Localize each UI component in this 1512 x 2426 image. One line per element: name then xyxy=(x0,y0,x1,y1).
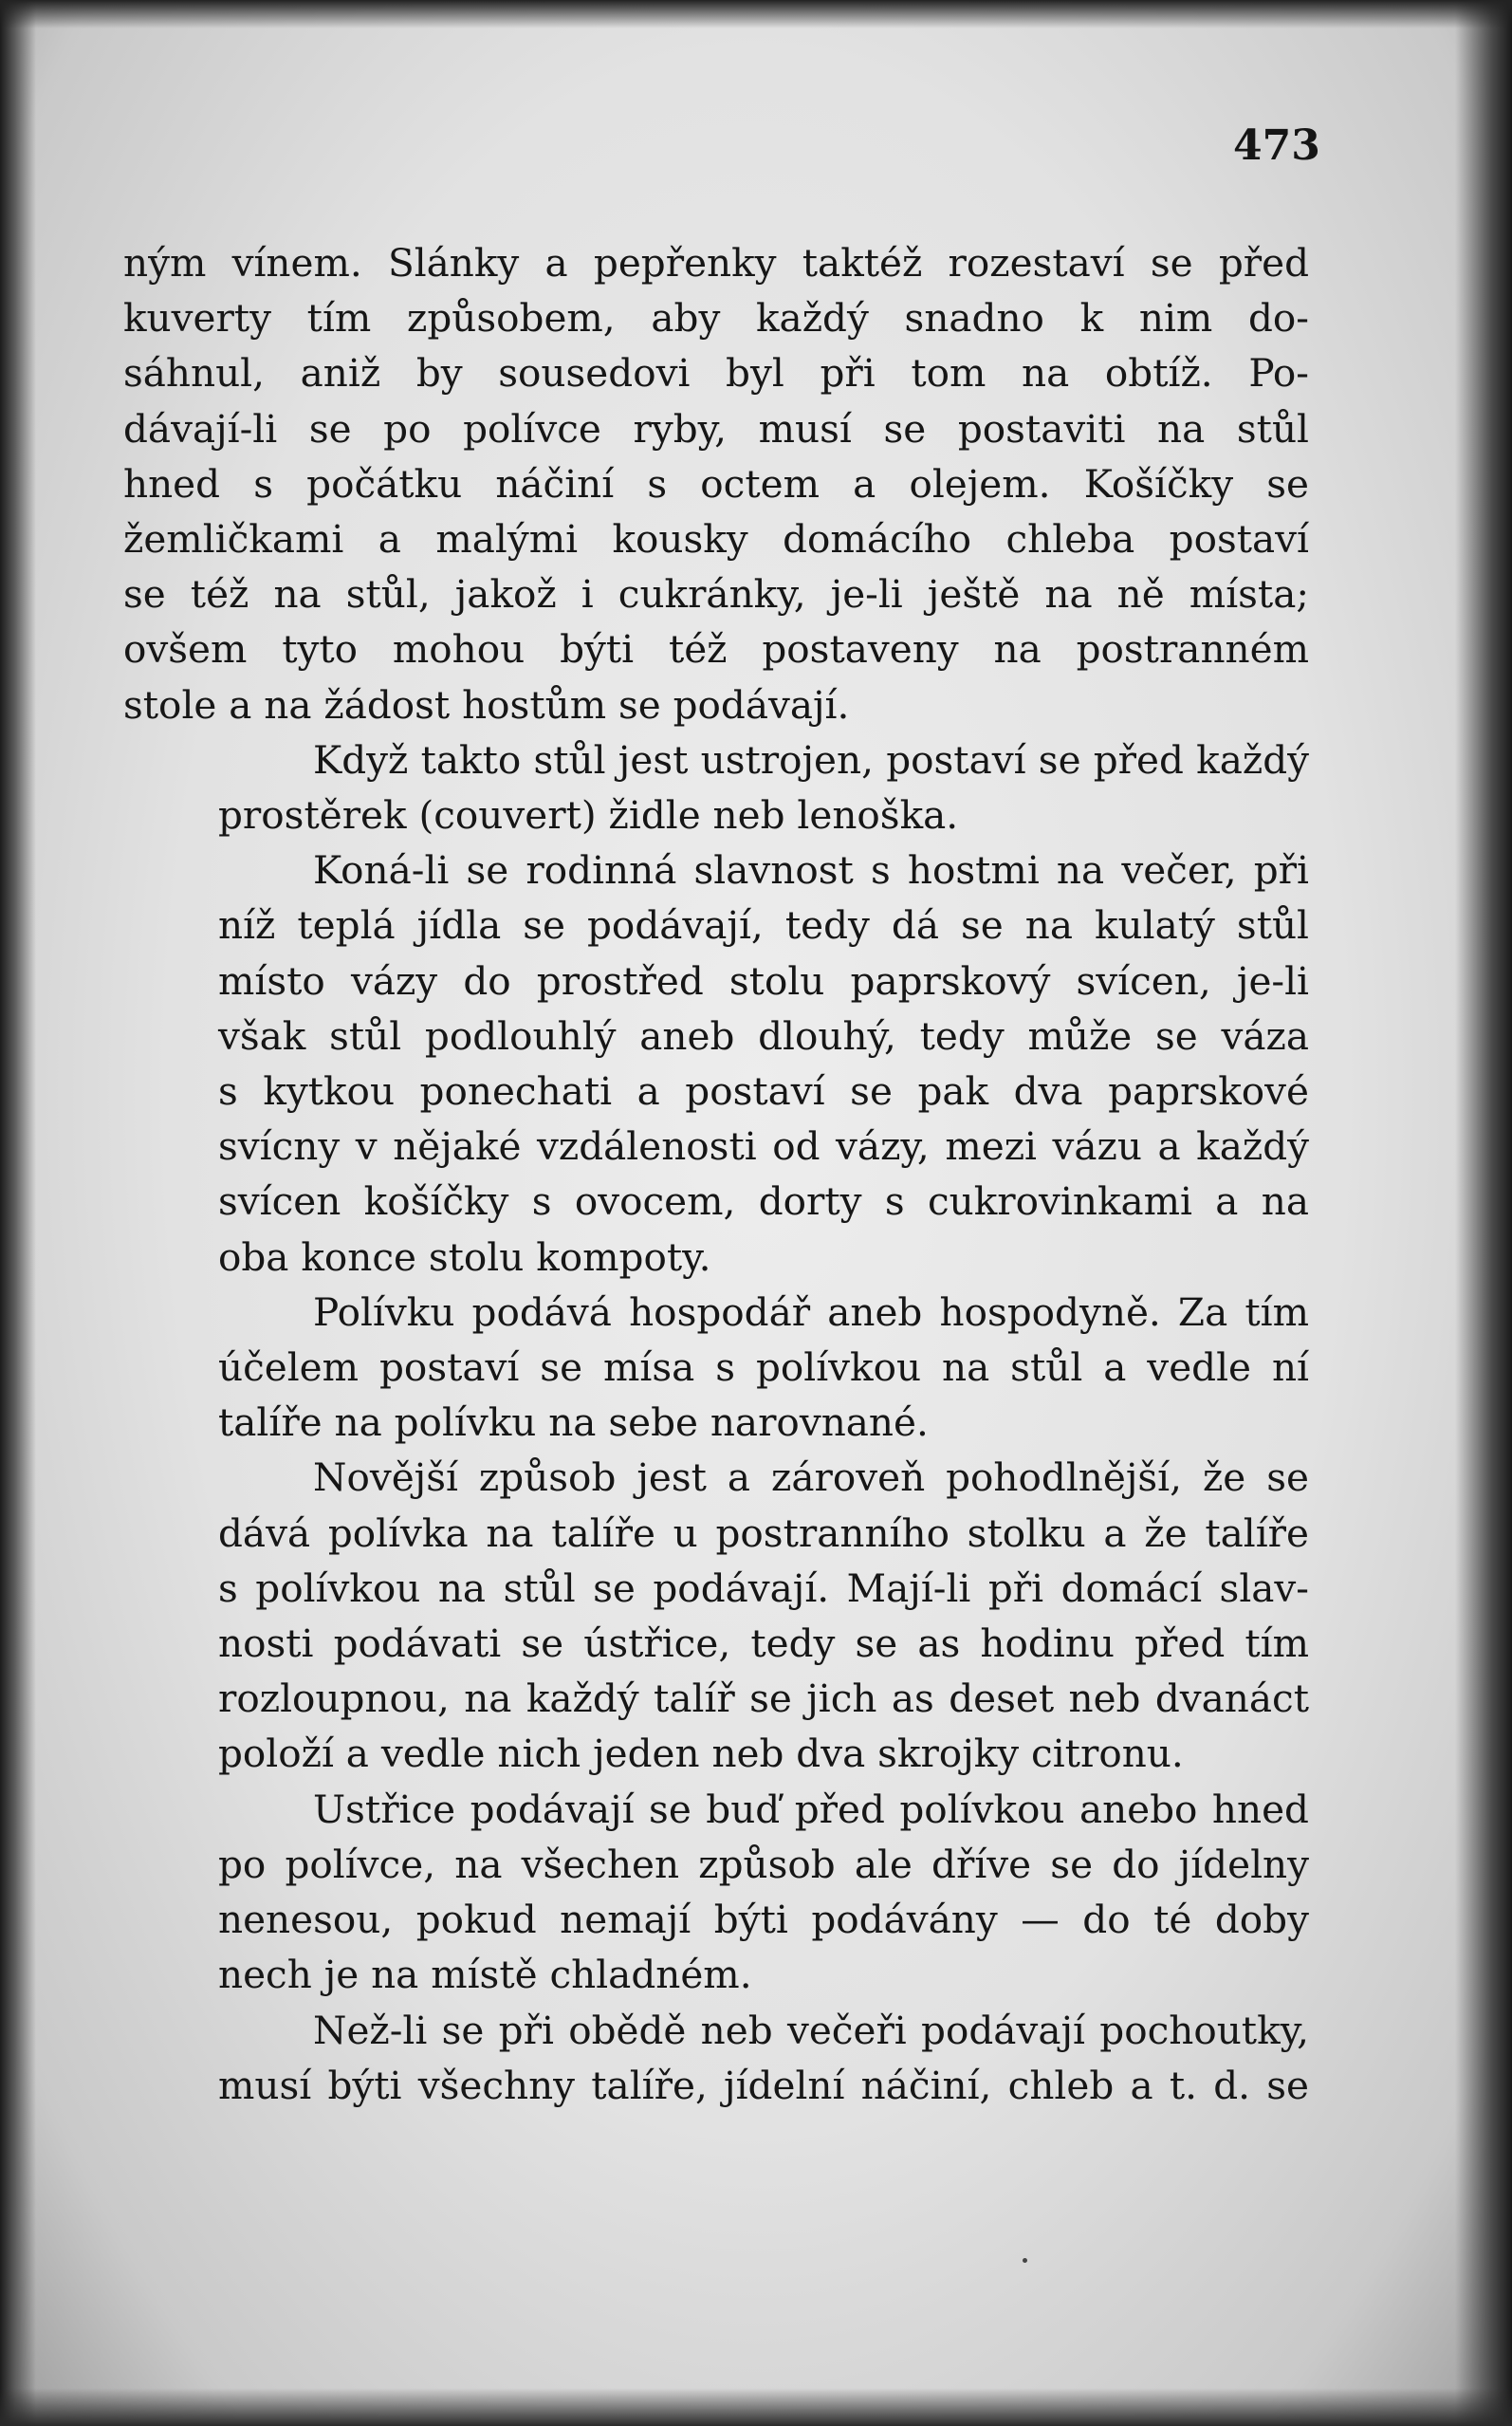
text-line: po polívce, na všechen způsob ale dříve se do jídelny xyxy=(218,1841,1309,1887)
text-line: dává polívka na talíře u postranního stolku a že talíře xyxy=(218,1509,1309,1556)
speck xyxy=(1023,2258,1027,2263)
text-line: hned s počátku náčiní s octem a olejem. Košíčky se xyxy=(123,460,1309,507)
page-edge-shadow-top xyxy=(0,0,1512,28)
page-edge-shadow-right xyxy=(1455,0,1512,2426)
text-line: svícen košíčky s ovocem, dorty s cukrovinkami a na xyxy=(218,1178,1309,1225)
text-line: žemličkami a malými kousky domácího chleba postaví xyxy=(123,516,1309,563)
paragraph xyxy=(123,732,1309,843)
page-number: 473 xyxy=(1233,121,1320,170)
page-edge-shadow-left xyxy=(0,0,36,2426)
text-line: musí býti všechny talíře, jídelní náčiní, chleb a t. d. se xyxy=(218,2062,1309,2108)
text-line: s polívkou na stůl se podávají. Mají-li při domácí slav- xyxy=(218,1565,1309,1611)
text-line: Koná-li se rodinná slavnost s hostmi na večer, při xyxy=(313,847,1309,894)
text-line: nenesou, pokud nemají býti podávány — do té doby xyxy=(218,1897,1309,1943)
text-line: Polívku podává hospodář aneb hospodyně. Za tím xyxy=(313,1288,1309,1335)
text-line: s kytkou ponechati a postaví se pak dva paprskové xyxy=(218,1068,1309,1115)
text-line: však stůl podlouhlý aneb dlouhý, tedy může se váza xyxy=(218,1012,1309,1059)
text-line: účelem postaví se mísa s polívkou na stůl a vedle ní xyxy=(218,1344,1309,1391)
paragraph xyxy=(123,2003,1309,2113)
text-line: oba konce stolu kompoty. xyxy=(218,1233,711,1280)
paragraph xyxy=(123,1450,1309,1781)
text-line: talíře na polívku na sebe narovnané. xyxy=(218,1399,929,1446)
text-line: ovšem tyto mohou býti též postaveny na postranném xyxy=(123,626,1309,673)
text-line: ným vínem. Slánky a pepřenky taktéž rozestaví se před xyxy=(123,240,1309,286)
text-line: místo vázy do prostřed stolu paprskový svícen, je-li xyxy=(218,957,1309,1004)
text-line: dávají-li se po polívce ryby, musí se postaviti na stůl xyxy=(123,405,1309,452)
text-line: nosti podávati se ústřice, tedy se as hodinu před tím xyxy=(218,1620,1309,1667)
text-line: Ustřice podávají se buď před polívkou anebo hned xyxy=(313,1786,1309,1832)
text-line: prostěrek (couvert) židle neb lenoška. xyxy=(218,792,959,839)
text-line: stole a na žádost hostům se podávají. xyxy=(123,681,850,728)
text-line: sáhnul, aniž by sousedovi byl při tom na obtíž. Po- xyxy=(123,350,1309,397)
text-line: níž teplá jídla se podávají, tedy dá se na kulatý stůl xyxy=(218,902,1309,949)
text-line: Když takto stůl jest ustrojen, postaví se před každý xyxy=(313,736,1309,783)
text-line: nech je na místě chladném. xyxy=(218,1952,752,1998)
body-text xyxy=(123,235,1309,2113)
text-line: položí a vedle nich jeden neb dva skrojky citronu. xyxy=(218,1731,1184,1777)
text-line: se též na stůl, jakož i cukránky, je-li ještě na ně místa; xyxy=(123,571,1309,618)
text-line: svícny v nějaké vzdálenosti od vázy, mezi vázu a každý xyxy=(218,1123,1309,1170)
paragraph xyxy=(123,1285,1309,1451)
paragraph xyxy=(123,843,1309,1285)
text-line: kuverty tím způsobem, aby každý snadno k nim do- xyxy=(123,295,1309,342)
text-line: Než-li se při obědě neb večeři podávají pochoutky, xyxy=(313,2007,1309,2053)
page-edge-shadow-bottom xyxy=(0,2388,1512,2426)
paragraph xyxy=(123,235,1309,732)
paragraph xyxy=(123,1782,1309,2003)
text-line: rozloupnou, na každý talíř se jich as deset neb dvanáct xyxy=(218,1676,1309,1722)
text-line: Novější způsob jest a zároveň pohodlnější, že se xyxy=(313,1454,1309,1501)
